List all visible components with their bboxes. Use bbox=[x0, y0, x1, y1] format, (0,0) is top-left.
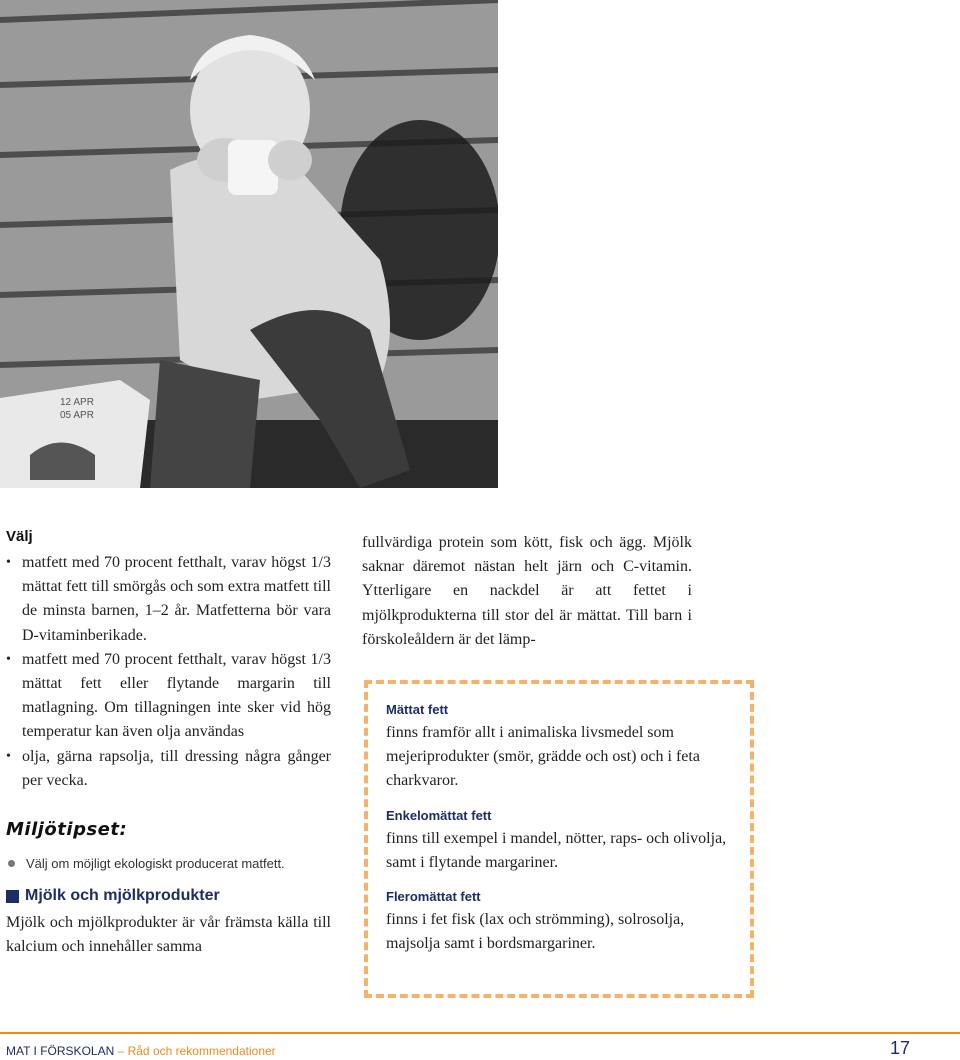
miljotipset-item bbox=[6, 856, 331, 871]
list-item: • olja, gärna rapsolja, till dressing några gånger per vecka. bbox=[6, 745, 331, 793]
fat-type-text: finns till exempel i mandel, nötter, raps- och olivolja, samt i flytande margariner. bbox=[386, 829, 727, 871]
bullet-dot-icon bbox=[8, 860, 15, 867]
footer-rule bbox=[0, 1032, 960, 1034]
photo-illustration bbox=[0, 0, 498, 488]
carton-date-1: 12 APR bbox=[60, 397, 94, 408]
carton-date-2: 05 APR bbox=[60, 410, 94, 421]
valj-heading: Välj bbox=[6, 528, 33, 545]
footer-title bbox=[6, 1044, 276, 1058]
section-heading-text: Mjölk och mjölkprodukter bbox=[25, 887, 220, 905]
fat-choice-list bbox=[6, 551, 331, 793]
page-number: 17 bbox=[889, 1038, 910, 1058]
miljotipset-heading: Miljötipset: bbox=[6, 819, 128, 841]
left-column bbox=[6, 528, 331, 959]
section-body-text: Mjölk och mjölkprodukter är vår främsta källa till kalcium och innehåller samma bbox=[6, 914, 331, 956]
child-drinking-milk-photo bbox=[0, 0, 498, 488]
miljotipset-text: Välj om möjligt ekologiskt producerat matfett. bbox=[26, 856, 285, 872]
list-item: • matfett med 70 procent fetthalt, varav högst 1/3 mättat fett till smörgås och som extra matfett till de minsta barnen, 1–2 år. Matfetterna bör vara D-vitaminberikade. bbox=[6, 551, 331, 648]
footer-subtitle: – Råd och rekommendationer bbox=[114, 1044, 276, 1058]
fat-type-title: Fleromättat fett bbox=[386, 889, 481, 905]
fat-type-title: Enkelomättat fett bbox=[386, 807, 492, 823]
fat-type-text: finns i fet fisk (lax och strömming), solrosolja, majsolja samt i bordsmargariner. bbox=[386, 911, 685, 953]
footer-title-main: MAT I FÖRSKOLAN bbox=[6, 1044, 115, 1058]
fat-type-title: Mättat fett bbox=[386, 702, 449, 717]
continued-body-text: fullvärdiga protein som kött, fisk och ägg. Mjölk saknar däremot nästan helt järn och C-vitamin. Ytterligare en nackdel är att fettet i mjölkprodukterna till stor del är mättat. Till barn i förskoleåldern är det lämp- bbox=[362, 534, 692, 648]
square-bullet-icon bbox=[6, 890, 19, 903]
fat-types-box bbox=[364, 680, 754, 998]
section-heading bbox=[6, 887, 331, 905]
fat-type-text: finns framför allt i animaliska livsmedel som mejeriprodukter (smör, grädde och ost) och i feta charkvaror. bbox=[386, 724, 700, 790]
list-item: • matfett med 70 procent fetthalt, varav högst 1/3 mättat fett eller flytande margarin till matlagning. Om tillagningen inte sker vid hög temperatur kan även olja användas bbox=[6, 648, 331, 745]
